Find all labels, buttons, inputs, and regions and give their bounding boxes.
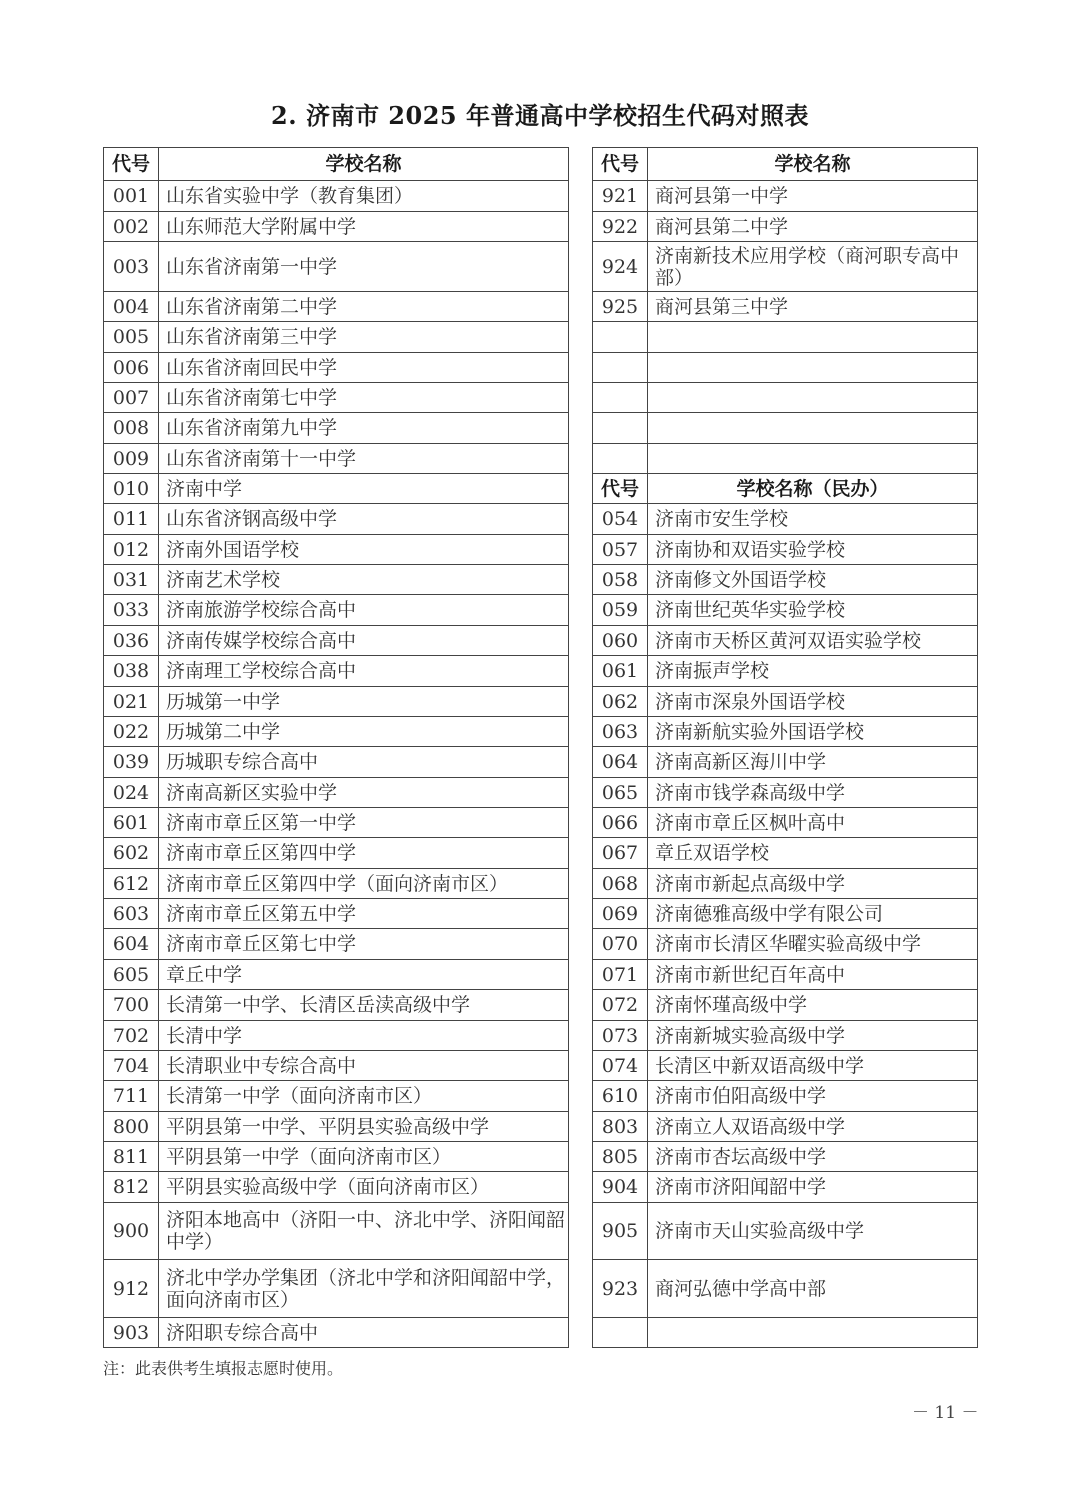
table-row (104, 899, 569, 929)
table-row (104, 747, 569, 778)
school-name: 济南协和双语实验学校 (648, 535, 978, 565)
school-name: 济阳本地高中（济阳一中、济北中学、济阳闻韶中学） (159, 1203, 569, 1260)
footnote: 注：此表供考生填报志愿时使用。 (103, 1359, 344, 1378)
school-code (593, 444, 648, 474)
table-row (593, 990, 978, 1021)
school-code: 069 (593, 899, 648, 929)
school-code: 602 (104, 838, 159, 869)
school-name: 济南传媒学校综合高中 (159, 626, 569, 656)
school-code: 805 (593, 1142, 648, 1172)
school-name: 平阴县实验高级中学（面向济南市区） (159, 1172, 569, 1203)
table-row (593, 1081, 978, 1112)
table-row (104, 869, 569, 899)
school-name: 济南新城实验高级中学 (648, 1021, 978, 1051)
school-code: 605 (104, 960, 159, 990)
school-code: 021 (104, 687, 159, 717)
school-code: 003 (104, 242, 159, 292)
table-row (104, 1021, 569, 1051)
table-row (593, 1051, 978, 1081)
school-code: 057 (593, 535, 648, 565)
table-row (104, 595, 569, 626)
school-code: 900 (104, 1203, 159, 1260)
school-code: 072 (593, 990, 648, 1021)
right-code-table (592, 147, 978, 1348)
school-name: 济南市章丘区第四中学（面向济南市区） (159, 869, 569, 899)
table-header-row (104, 148, 569, 181)
page-title: 2. 济南市 2025 年普通高中学校招生代码对照表 (271, 101, 809, 130)
table-row (104, 808, 569, 838)
header-name: 学校名称（民办） (648, 474, 978, 504)
school-code: 024 (104, 778, 159, 808)
table-row (104, 626, 569, 656)
school-code: 005 (104, 322, 159, 353)
school-code: 068 (593, 869, 648, 899)
table-row (593, 292, 978, 322)
school-code: 004 (104, 292, 159, 322)
school-name: 山东师范大学附属中学 (159, 212, 569, 242)
table-row (593, 960, 978, 990)
school-name: 济南振声学校 (648, 656, 978, 687)
school-name: 济南市章丘区枫叶高中 (648, 808, 978, 838)
table-row (593, 1112, 978, 1142)
school-name: 济南市杏坛高级中学 (648, 1142, 978, 1172)
table-row (593, 595, 978, 626)
school-code: 601 (104, 808, 159, 838)
school-code: 923 (593, 1260, 648, 1318)
school-code: 811 (104, 1142, 159, 1172)
school-code: 060 (593, 626, 648, 656)
table-row (593, 778, 978, 808)
table-row (593, 565, 978, 595)
table-row (104, 656, 569, 687)
table-row (593, 1172, 978, 1203)
school-name: 历城第一中学 (159, 687, 569, 717)
school-name: 山东省实验中学（教育集团） (159, 181, 569, 212)
school-name: 商河县第三中学 (648, 292, 978, 322)
school-code (593, 353, 648, 383)
school-code: 711 (104, 1081, 159, 1112)
table-row (593, 413, 978, 444)
school-name: 济南市章丘区第七中学 (159, 929, 569, 960)
school-name: 济南修文外国语学校 (648, 565, 978, 595)
school-code: 905 (593, 1203, 648, 1260)
school-name: 济南市安生学校 (648, 504, 978, 535)
school-code: 064 (593, 747, 648, 778)
school-code: 925 (593, 292, 648, 322)
school-name: 济南中学 (159, 474, 569, 504)
table-row (104, 1172, 569, 1203)
table-row (104, 990, 569, 1021)
table-row (593, 808, 978, 838)
table-row (593, 1142, 978, 1172)
school-name: 济南怀瑾高级中学 (648, 990, 978, 1021)
school-code: 604 (104, 929, 159, 960)
school-name (648, 383, 978, 413)
table-row (593, 838, 978, 869)
page-number: － 11 － (912, 1403, 979, 1423)
school-name: 商河县第二中学 (648, 212, 978, 242)
table-row (104, 1142, 569, 1172)
school-name: 山东省济南第三中学 (159, 322, 569, 353)
school-name: 济南市新世纪百年高中 (648, 960, 978, 990)
school-code (593, 1318, 648, 1348)
school-code: 612 (104, 869, 159, 899)
school-code: 066 (593, 808, 648, 838)
school-name (648, 322, 978, 353)
table-header-row (593, 148, 978, 181)
school-code: 011 (104, 504, 159, 535)
school-name: 长清中学 (159, 1021, 569, 1051)
school-code: 031 (104, 565, 159, 595)
table-row (593, 869, 978, 899)
school-name: 济南德雅高级中学有限公司 (648, 899, 978, 929)
school-name: 山东省济南第二中学 (159, 292, 569, 322)
school-code: 610 (593, 1081, 648, 1112)
table-row (593, 535, 978, 565)
table-row (593, 322, 978, 353)
school-code: 603 (104, 899, 159, 929)
school-name: 山东省济南第七中学 (159, 383, 569, 413)
school-code: 070 (593, 929, 648, 960)
school-name: 济南艺术学校 (159, 565, 569, 595)
school-name: 济北中学办学集团（济北中学和济阳闻韶中学，面向济南市区） (159, 1260, 569, 1318)
table-row (104, 838, 569, 869)
table-row (593, 212, 978, 242)
school-name: 济南市深泉外国语学校 (648, 687, 978, 717)
table-row (593, 717, 978, 747)
table-row (104, 717, 569, 747)
school-name: 济南高新区实验中学 (159, 778, 569, 808)
table-row (593, 929, 978, 960)
school-code (593, 413, 648, 444)
school-code: 061 (593, 656, 648, 687)
table-row (104, 504, 569, 535)
school-code: 074 (593, 1051, 648, 1081)
school-code: 054 (593, 504, 648, 535)
school-code: 022 (104, 717, 159, 747)
school-code: 073 (593, 1021, 648, 1051)
school-name (648, 1318, 978, 1348)
school-name: 平阴县第一中学、平阴县实验高级中学 (159, 1112, 569, 1142)
school-name: 济南市天桥区黄河双语实验学校 (648, 626, 978, 656)
table-row (593, 1021, 978, 1051)
school-name: 济南市章丘区第四中学 (159, 838, 569, 869)
school-code: 058 (593, 565, 648, 595)
header-code: 代号 (104, 148, 159, 181)
school-code: 903 (104, 1318, 159, 1348)
school-code: 062 (593, 687, 648, 717)
table-row (104, 1081, 569, 1112)
table-row (593, 747, 978, 778)
school-name: 济南市章丘区第一中学 (159, 808, 569, 838)
table-row (104, 929, 569, 960)
school-name: 长清第一中学（面向济南市区） (159, 1081, 569, 1112)
school-code: 009 (104, 444, 159, 474)
table-row (593, 504, 978, 535)
school-name: 长清第一中学、长清区岳渎高级中学 (159, 990, 569, 1021)
school-name: 济南立人双语高级中学 (648, 1112, 978, 1142)
school-name: 济南新航实验外国语学校 (648, 717, 978, 747)
school-name: 长清区中新双语高级中学 (648, 1051, 978, 1081)
table-row (593, 181, 978, 212)
school-name: 济南市天山实验高级中学 (648, 1203, 978, 1260)
school-name: 济南新技术应用学校（商河职专高中部） (648, 242, 978, 292)
school-name: 济南市章丘区第五中学 (159, 899, 569, 929)
school-code: 921 (593, 181, 648, 212)
school-code: 063 (593, 717, 648, 747)
school-code: 001 (104, 181, 159, 212)
school-name: 历城职专综合高中 (159, 747, 569, 778)
school-name: 济南旅游学校综合高中 (159, 595, 569, 626)
table-row (104, 181, 569, 212)
header-code: 代号 (593, 148, 648, 181)
school-name: 山东省济南第十一中学 (159, 444, 569, 474)
school-code: 700 (104, 990, 159, 1021)
table-row (104, 383, 569, 413)
school-name: 济南市济阳闻韶中学 (648, 1172, 978, 1203)
school-name: 济南理工学校综合高中 (159, 656, 569, 687)
table-row (593, 1203, 978, 1260)
table-row (104, 474, 569, 504)
school-code: 008 (104, 413, 159, 444)
school-code: 010 (104, 474, 159, 504)
left-code-table (103, 147, 569, 1348)
table-row (104, 444, 569, 474)
school-name: 济南高新区海川中学 (648, 747, 978, 778)
table-row (104, 1203, 569, 1260)
table-row (104, 960, 569, 990)
table-row (593, 1318, 978, 1348)
school-name: 商河县第一中学 (648, 181, 978, 212)
table-row (104, 535, 569, 565)
school-code: 038 (104, 656, 159, 687)
school-code: 002 (104, 212, 159, 242)
school-code: 059 (593, 595, 648, 626)
school-code: 800 (104, 1112, 159, 1142)
table-row (104, 1051, 569, 1081)
table-row (104, 1318, 569, 1348)
school-code: 065 (593, 778, 648, 808)
table-row (593, 242, 978, 292)
table-row (593, 687, 978, 717)
header-name: 学校名称 (159, 148, 569, 181)
table-row (593, 1260, 978, 1318)
school-code: 036 (104, 626, 159, 656)
school-code (593, 383, 648, 413)
school-name: 商河弘德中学高中部 (648, 1260, 978, 1318)
table-row (593, 899, 978, 929)
table-row (593, 383, 978, 413)
school-code: 812 (104, 1172, 159, 1203)
school-code (593, 322, 648, 353)
school-code: 007 (104, 383, 159, 413)
header-name: 学校名称 (648, 148, 978, 181)
school-code: 067 (593, 838, 648, 869)
school-name: 山东省济南第九中学 (159, 413, 569, 444)
table-row (104, 212, 569, 242)
table-row (593, 626, 978, 656)
school-name: 长清职业中专综合高中 (159, 1051, 569, 1081)
table-row (104, 413, 569, 444)
school-name: 章丘双语学校 (648, 838, 978, 869)
table-row (593, 656, 978, 687)
school-name: 济南市伯阳高级中学 (648, 1081, 978, 1112)
table-row (104, 565, 569, 595)
school-name (648, 353, 978, 383)
school-name: 济阳职专综合高中 (159, 1318, 569, 1348)
school-code: 039 (104, 747, 159, 778)
school-code: 924 (593, 242, 648, 292)
private-header-row (593, 474, 978, 504)
school-name: 济南市新起点高级中学 (648, 869, 978, 899)
school-code: 071 (593, 960, 648, 990)
school-code: 922 (593, 212, 648, 242)
table-row (104, 242, 569, 292)
school-name: 济南外国语学校 (159, 535, 569, 565)
school-code: 702 (104, 1021, 159, 1051)
table-row (104, 353, 569, 383)
school-name: 济南市长清区华曜实验高级中学 (648, 929, 978, 960)
school-name: 济南市钱学森高级中学 (648, 778, 978, 808)
school-code: 704 (104, 1051, 159, 1081)
header-code: 代号 (593, 474, 648, 504)
school-name: 历城第二中学 (159, 717, 569, 747)
school-name: 济南世纪英华实验学校 (648, 595, 978, 626)
table-row (104, 292, 569, 322)
school-code: 912 (104, 1260, 159, 1318)
table-row (104, 687, 569, 717)
table-row (104, 322, 569, 353)
school-name (648, 413, 978, 444)
table-row (104, 1260, 569, 1318)
school-name (648, 444, 978, 474)
school-name: 平阴县第一中学（面向济南市区） (159, 1142, 569, 1172)
school-name: 山东省济南第一中学 (159, 242, 569, 292)
table-row (104, 1112, 569, 1142)
table-row (593, 353, 978, 383)
school-name: 章丘中学 (159, 960, 569, 990)
school-code: 012 (104, 535, 159, 565)
table-row (104, 778, 569, 808)
school-code: 803 (593, 1112, 648, 1142)
school-name: 山东省济南回民中学 (159, 353, 569, 383)
school-code: 006 (104, 353, 159, 383)
school-name: 山东省济钢高级中学 (159, 504, 569, 535)
school-code: 033 (104, 595, 159, 626)
school-code: 904 (593, 1172, 648, 1203)
table-row (593, 444, 978, 474)
